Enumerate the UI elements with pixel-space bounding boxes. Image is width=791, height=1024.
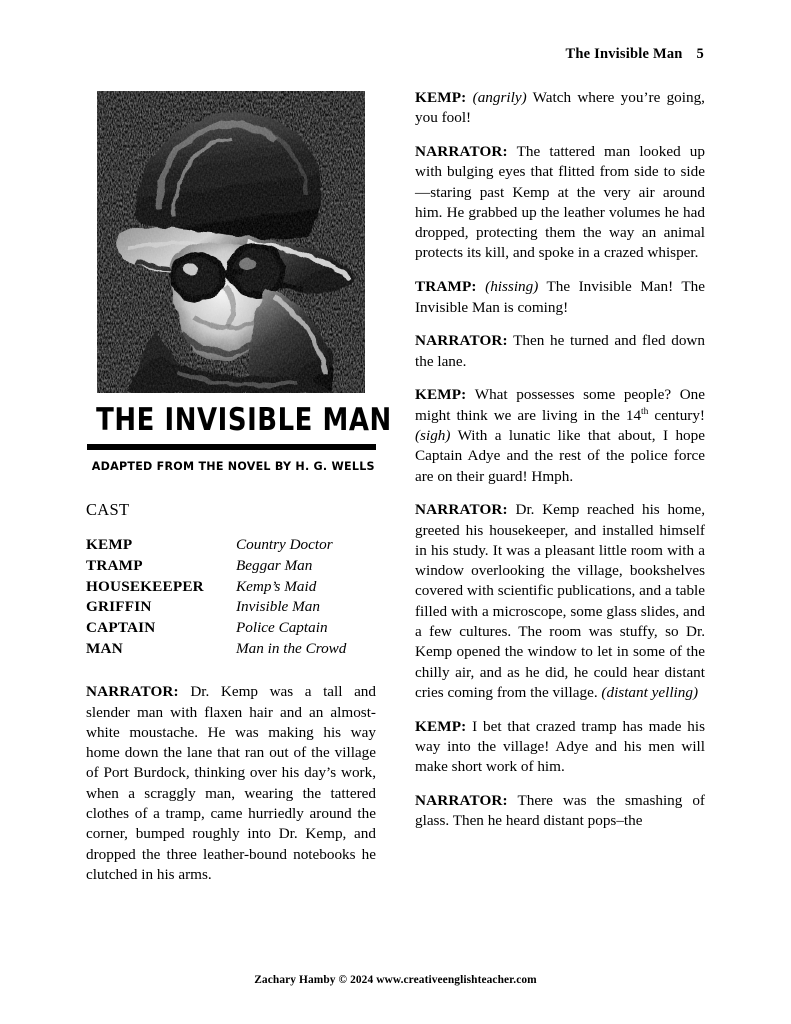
script-line	[415, 277, 705, 318]
speaker-name: KEMP:	[415, 717, 467, 735]
table-row	[86, 556, 376, 577]
cast-table	[86, 535, 376, 661]
speech-text: I bet that crazed tramp has made his way into the village! Adye and his men will make short work of him.	[415, 717, 705, 776]
stage-direction: (distant yelling)	[601, 683, 699, 701]
cast-description: Invisible Man	[236, 598, 320, 616]
speaker-name: NARRATOR:	[415, 143, 508, 161]
cast-role: CAPTAIN	[86, 619, 156, 637]
speaker-name: NARRATOR:	[86, 683, 179, 701]
stage-direction: (hissing)	[476, 278, 539, 296]
speaker-name: TRAMP:	[415, 278, 477, 296]
stage-direction: (angrily)	[466, 89, 527, 106]
speaker-name: KEMP:	[415, 89, 467, 106]
speaker-name: NARRATOR:	[415, 332, 508, 350]
table-row	[86, 618, 376, 639]
speech-text: century!	[648, 406, 705, 424]
page-number: 5	[696, 46, 704, 62]
table-row	[86, 535, 376, 556]
table-row	[86, 597, 376, 618]
speech-text: What possesses some people? One might think we are living in the 14	[415, 386, 705, 424]
script-line	[415, 142, 705, 264]
cast-role: GRIFFIN	[86, 598, 152, 616]
script-line	[415, 791, 705, 832]
speaker-name: NARRATOR:	[415, 792, 508, 809]
speech-text: Watch where you’re going, you fool!	[415, 89, 705, 127]
table-row	[86, 577, 376, 598]
cast-role: KEMP	[86, 535, 133, 553]
page-subtitle: ADAPTED FROM THE NOVEL BY H. G. WELLS	[91, 458, 375, 473]
table-row	[86, 639, 376, 660]
script-line	[415, 385, 705, 486]
left-column	[86, 88, 392, 899]
spacer	[86, 660, 376, 682]
running-head	[566, 46, 704, 63]
speech-text: The tattered man looked up with bulging eyes that flitted from side to side—staring past Kemp at the very air around him. He grabbed up the leather volumes he had dropped, protecting them the way an animal protects its kill, and spoke in a crazed whisper.	[415, 143, 705, 262]
cast-description: Country Doctor	[236, 535, 333, 553]
cast-role: HOUSEKEEPER	[86, 577, 204, 595]
speech-text: Then he turned and fled down the lane.	[415, 332, 705, 370]
cast-role: TRAMP	[86, 556, 143, 574]
stage-direction: (sigh)	[415, 427, 451, 444]
running-head-title: The Invisible Man	[565, 46, 683, 62]
invisible-man-illustration	[97, 91, 365, 393]
speaker-name: KEMP:	[415, 386, 467, 404]
speech-text: There was the smashing of glass. Then he heard distant pops–the	[415, 792, 705, 830]
script-line	[86, 682, 376, 885]
script-line	[415, 500, 705, 703]
script-line	[415, 331, 705, 372]
ordinal-superscript: th	[641, 406, 649, 417]
title-divider	[87, 444, 376, 450]
speech-text: Dr. Kemp reached his home, greeted his housekeeper, and installed himself in his study. It was a pleasant little room with a window overlooking the village, bookshelves covered with scientific publications, and a table filled with a microscope, some glass slides, and a few cultures. The room was stuffy, so Dr. Kemp opened the window to let in some of the chilly air, and as he did, he could hear distant cries coming from the village.	[415, 501, 705, 701]
page-title: THE INVISIBLE MAN	[96, 402, 392, 438]
speech-text: With a lunatic like that about, I hope Captain Adye and the rest of the police force are on their guard! Hmph.	[415, 427, 705, 485]
cast-description: Beggar Man	[236, 556, 313, 574]
cast-role: MAN	[86, 640, 123, 658]
script-line	[415, 88, 705, 129]
cast-description: Police Captain	[236, 619, 328, 637]
speech-text: Dr. Kemp was a tall and slender man with flaxen hair and an almost-white moustache. He was making his way home down the lane that ran out of the village of Port Burdock, thinking over his day’s work, when a scraggly man, wearing the tattered clothes of a tramp, came hurriedly around the corner, bumped roughly into Dr. Kemp, and dropped the three leather-bound notebooks he clutched in his arms.	[86, 683, 376, 883]
script-line	[415, 717, 705, 778]
invisible-man-sketch-icon	[97, 91, 365, 393]
cast-description: Man in the Crowd	[236, 640, 347, 658]
page-footer: Zachary Hamby © 2024 www.creativeenglishteacher.com	[254, 974, 537, 986]
speech-text: The Invisible Man! The Invisible Man is coming!	[415, 278, 705, 316]
right-column	[415, 88, 705, 845]
cast-description: Kemp’s Maid	[236, 577, 317, 595]
title-block	[86, 402, 392, 473]
speaker-name: NARRATOR:	[415, 501, 508, 519]
cast-heading: CAST	[86, 499, 130, 519]
